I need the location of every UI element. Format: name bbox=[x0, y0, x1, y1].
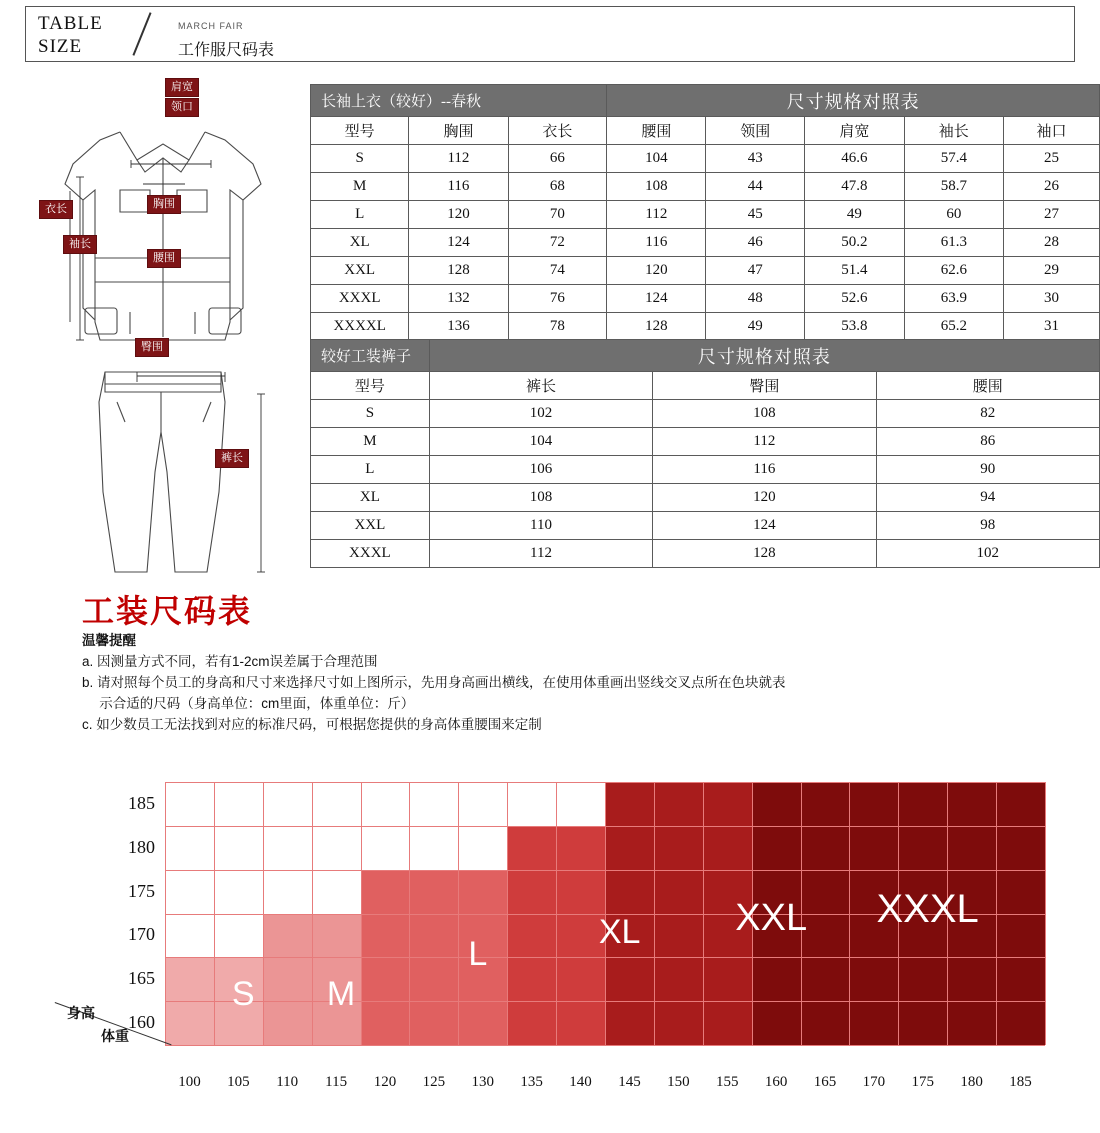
column-header: 领围 bbox=[706, 117, 805, 145]
jacket-table-band bbox=[311, 85, 1100, 117]
table-cell: 76 bbox=[508, 285, 607, 313]
table-row bbox=[311, 313, 1100, 341]
x-axis-title: 体重 bbox=[101, 1028, 129, 1044]
table-cell: XXXXL bbox=[311, 313, 409, 341]
table-cell: 110 bbox=[429, 512, 652, 540]
table-cell: 68 bbox=[508, 173, 607, 201]
matrix-y-label: 165 bbox=[128, 968, 155, 989]
matrix-x-label: 165 bbox=[813, 1074, 837, 1090]
page-title: 工装尺码表 bbox=[82, 593, 253, 629]
notes-block bbox=[82, 630, 982, 735]
column-header: 肩宽 bbox=[805, 117, 904, 145]
header-subtitle: 工作服尺码表 bbox=[178, 42, 275, 59]
column-header: 衣长 bbox=[508, 117, 607, 145]
label-shoulder-width: 肩宽 bbox=[165, 78, 199, 97]
matrix-x-label: 115 bbox=[325, 1074, 348, 1090]
table-row bbox=[311, 145, 1100, 173]
grid-line-horizontal bbox=[165, 1045, 1045, 1046]
note-3: 示合适的尺码（身高单位：cm里面，体重单位：斤） bbox=[82, 696, 415, 711]
table-cell: 108 bbox=[607, 173, 706, 201]
matrix-y-label: 185 bbox=[128, 792, 155, 813]
table-cell: 31 bbox=[1004, 313, 1100, 341]
matrix-x-label: 110 bbox=[276, 1074, 299, 1090]
table-cell: S bbox=[311, 145, 409, 173]
column-header: 袖口 bbox=[1004, 117, 1100, 145]
label-pants-length: 裤长 bbox=[215, 449, 249, 468]
table-cell: XXL bbox=[311, 512, 430, 540]
jacket-size-table bbox=[310, 84, 1100, 341]
header-title bbox=[38, 12, 103, 58]
table-cell: 108 bbox=[653, 400, 876, 428]
table-cell: 49 bbox=[706, 313, 805, 341]
matrix-x-label: 145 bbox=[618, 1074, 641, 1090]
matrix-x-label: 105 bbox=[227, 1074, 250, 1090]
table-cell: 120 bbox=[409, 201, 508, 229]
table-cell: 112 bbox=[409, 145, 508, 173]
table-row bbox=[311, 285, 1100, 313]
table-cell: 44 bbox=[706, 173, 805, 201]
size-matrix-chart bbox=[55, 782, 1045, 1102]
table-cell: 106 bbox=[429, 456, 652, 484]
divider-slash bbox=[132, 12, 151, 55]
table-cell: 124 bbox=[653, 512, 876, 540]
table-cell: 46.6 bbox=[805, 145, 904, 173]
column-header: 腰围 bbox=[607, 117, 706, 145]
pants-size-table-wrap bbox=[310, 339, 1100, 568]
matrix-x-label: 100 bbox=[178, 1074, 201, 1090]
table-cell: 112 bbox=[653, 428, 876, 456]
table-cell: 108 bbox=[429, 484, 652, 512]
matrix-size-label: M bbox=[326, 974, 356, 1013]
table-cell: 124 bbox=[607, 285, 706, 313]
matrix-grid bbox=[165, 782, 1045, 1045]
table-row bbox=[311, 512, 1100, 540]
jacket-band-center: 尺寸规格对照表 bbox=[607, 85, 1100, 117]
table-row bbox=[311, 456, 1100, 484]
matrix-y-label: 170 bbox=[128, 924, 155, 945]
table-cell: 112 bbox=[607, 201, 706, 229]
table-cell: 120 bbox=[607, 257, 706, 285]
table-cell: 46 bbox=[706, 229, 805, 257]
table-cell: 61.3 bbox=[904, 229, 1003, 257]
table-cell: 94 bbox=[876, 484, 1099, 512]
table-cell: 82 bbox=[876, 400, 1099, 428]
table-cell: 78 bbox=[508, 313, 607, 341]
matrix-y-label: 180 bbox=[128, 836, 155, 857]
table-cell: 72 bbox=[508, 229, 607, 257]
table-cell: 124 bbox=[409, 229, 508, 257]
pants-band-center: 尺寸规格对照表 bbox=[429, 340, 1099, 372]
column-header: 裤长 bbox=[429, 372, 652, 400]
table-cell: 112 bbox=[429, 540, 652, 568]
table-row bbox=[311, 400, 1100, 428]
table-row bbox=[311, 229, 1100, 257]
matrix-x-label: 140 bbox=[569, 1074, 592, 1090]
y-axis-title: 身高 bbox=[67, 1005, 95, 1021]
table-cell: 70 bbox=[508, 201, 607, 229]
table-cell: 47.8 bbox=[805, 173, 904, 201]
pants-size-table bbox=[310, 339, 1100, 568]
table-cell: XXL bbox=[311, 257, 409, 285]
garment-illustration bbox=[25, 72, 305, 582]
column-header: 型号 bbox=[311, 117, 409, 145]
column-header: 型号 bbox=[311, 372, 430, 400]
table-cell: S bbox=[311, 400, 430, 428]
grid-line-horizontal bbox=[165, 957, 1045, 958]
matrix-x-label: 185 bbox=[1009, 1074, 1032, 1090]
matrix-x-label: 160 bbox=[764, 1074, 788, 1090]
pants-band-left: 较好工装裤子 bbox=[311, 340, 430, 372]
note-2: b. 请对照每个员工的身高和尺寸来选择尺寸如上图所示，先用身高画出横线，在使用体重画出竖线交叉点所在色块就表 bbox=[82, 675, 786, 690]
matrix-size-label: S bbox=[231, 974, 255, 1013]
matrix-x-label: 150 bbox=[667, 1074, 690, 1090]
table-cell: 25 bbox=[1004, 145, 1100, 173]
matrix-size-label: XL bbox=[598, 913, 641, 952]
column-header: 胸围 bbox=[409, 117, 508, 145]
table-header-row bbox=[311, 117, 1100, 145]
table-cell: 45 bbox=[706, 201, 805, 229]
table-cell: XXXL bbox=[311, 540, 430, 568]
matrix-x-label: 120 bbox=[373, 1074, 397, 1090]
table-cell: M bbox=[311, 173, 409, 201]
table-cell: 65.2 bbox=[904, 313, 1003, 341]
matrix-x-label: 135 bbox=[520, 1074, 543, 1090]
table-row bbox=[311, 201, 1100, 229]
header-title-line2: SIZE bbox=[38, 36, 83, 57]
column-header: 臀围 bbox=[653, 372, 876, 400]
matrix-x-label: 125 bbox=[422, 1074, 446, 1090]
label-collar: 领口 bbox=[165, 98, 199, 117]
table-cell: 48 bbox=[706, 285, 805, 313]
table-cell: 51.4 bbox=[805, 257, 904, 285]
table-cell: 57.4 bbox=[904, 145, 1003, 173]
table-cell: 90 bbox=[876, 456, 1099, 484]
grid-line-vertical bbox=[1045, 782, 1046, 1045]
table-cell: XXXL bbox=[311, 285, 409, 313]
table-cell: 62.6 bbox=[904, 257, 1003, 285]
jacket-band-left: 长袖上衣（较好）--春秋 bbox=[311, 85, 607, 117]
table-header-row bbox=[311, 372, 1100, 400]
matrix-x-label: 175 bbox=[911, 1074, 935, 1090]
table-cell: 116 bbox=[409, 173, 508, 201]
header-title-line1: TABLE bbox=[38, 13, 103, 34]
table-cell: 58.7 bbox=[904, 173, 1003, 201]
garment-drawing bbox=[25, 72, 305, 582]
table-cell: XL bbox=[311, 484, 430, 512]
matrix-size-label: XXL bbox=[735, 897, 808, 939]
note-0: 温馨提醒 bbox=[82, 633, 136, 648]
matrix-x-label: 130 bbox=[471, 1074, 495, 1090]
header-banner bbox=[25, 6, 1075, 62]
table-cell: XL bbox=[311, 229, 409, 257]
table-cell: 132 bbox=[409, 285, 508, 313]
table-row bbox=[311, 484, 1100, 512]
table-cell: 49 bbox=[805, 201, 904, 229]
table-cell: M bbox=[311, 428, 430, 456]
label-hip: 臀围 bbox=[135, 338, 169, 357]
table-cell: 30 bbox=[1004, 285, 1100, 313]
table-cell: 98 bbox=[876, 512, 1099, 540]
jacket-size-table-wrap bbox=[310, 84, 1100, 341]
table-cell: L bbox=[311, 456, 430, 484]
matrix-x-label: 170 bbox=[862, 1074, 886, 1090]
grid-line-horizontal bbox=[165, 782, 1045, 783]
table-cell: 66 bbox=[508, 145, 607, 173]
table-cell: L bbox=[311, 201, 409, 229]
matrix-x-label: 155 bbox=[715, 1074, 739, 1090]
table-cell: 128 bbox=[409, 257, 508, 285]
table-cell: 102 bbox=[429, 400, 652, 428]
table-cell: 47 bbox=[706, 257, 805, 285]
matrix-x-label: 180 bbox=[960, 1074, 983, 1090]
label-sleeve-length: 袖长 bbox=[63, 235, 97, 254]
table-cell: 104 bbox=[429, 428, 652, 456]
table-row bbox=[311, 540, 1100, 568]
label-chest: 胸围 bbox=[147, 195, 181, 214]
table-cell: 128 bbox=[653, 540, 876, 568]
label-waist: 腰围 bbox=[147, 249, 181, 268]
table-cell: 116 bbox=[653, 456, 876, 484]
table-cell: 26 bbox=[1004, 173, 1100, 201]
table-cell: 52.6 bbox=[805, 285, 904, 313]
grid-line-horizontal bbox=[165, 826, 1045, 827]
matrix-size-label: L bbox=[468, 935, 488, 974]
table-cell: 27 bbox=[1004, 201, 1100, 229]
matrix-y-label: 160 bbox=[128, 1012, 155, 1033]
matrix-y-label: 175 bbox=[128, 880, 155, 901]
column-header: 袖长 bbox=[904, 117, 1003, 145]
table-cell: 50.2 bbox=[805, 229, 904, 257]
table-cell: 60 bbox=[904, 201, 1003, 229]
note-1: a. 因测量方式不同，若有1-2cm误差属于合理范围 bbox=[82, 654, 378, 669]
table-cell: 120 bbox=[653, 484, 876, 512]
table-cell: 104 bbox=[607, 145, 706, 173]
pants-table-band bbox=[311, 340, 1100, 372]
table-cell: 136 bbox=[409, 313, 508, 341]
table-cell: 116 bbox=[607, 229, 706, 257]
table-row bbox=[311, 257, 1100, 285]
label-garment-length: 衣长 bbox=[39, 200, 73, 219]
table-row bbox=[311, 173, 1100, 201]
table-cell: 43 bbox=[706, 145, 805, 173]
brand-name: MARCH FAIR bbox=[178, 21, 244, 31]
table-cell: 128 bbox=[607, 313, 706, 341]
matrix-size-label: XXXL bbox=[876, 886, 979, 931]
table-cell: 63.9 bbox=[904, 285, 1003, 313]
column-header: 腰围 bbox=[876, 372, 1099, 400]
note-4: c. 如少数员工无法找到对应的标准尺码，可根据您提供的身高体重腰围来定制 bbox=[82, 717, 542, 732]
table-cell: 86 bbox=[876, 428, 1099, 456]
table-cell: 74 bbox=[508, 257, 607, 285]
table-cell: 53.8 bbox=[805, 313, 904, 341]
table-row bbox=[311, 428, 1100, 456]
table-cell: 29 bbox=[1004, 257, 1100, 285]
grid-line-horizontal bbox=[165, 870, 1045, 871]
table-cell: 28 bbox=[1004, 229, 1100, 257]
table-cell: 102 bbox=[876, 540, 1099, 568]
